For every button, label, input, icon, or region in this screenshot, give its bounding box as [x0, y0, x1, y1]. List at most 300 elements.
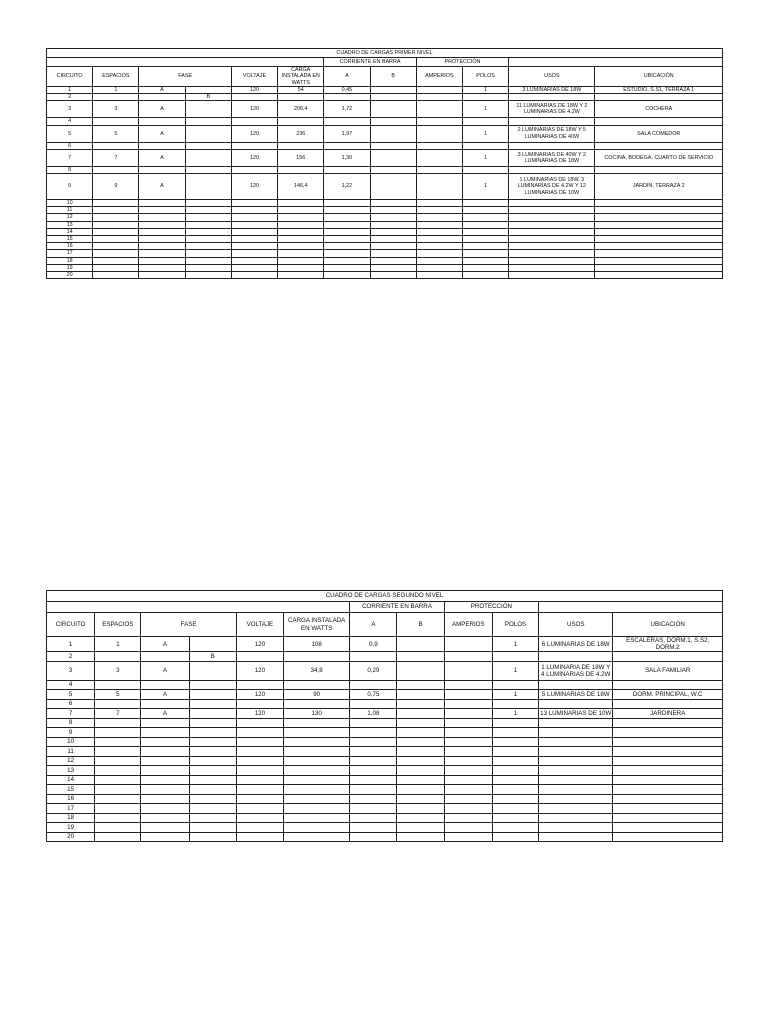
cell-corriente-a	[350, 737, 397, 747]
cell-polos	[462, 272, 508, 279]
cell-corriente-b	[397, 804, 444, 814]
cell-carga: 156	[278, 149, 324, 166]
cell-polos	[462, 250, 508, 257]
cell-corriente-a: 0,75	[350, 690, 397, 700]
cell-fase-b	[185, 125, 231, 142]
cell-ubicacion: JARDÍN, TERRAZA 2	[595, 174, 723, 200]
cell-carga	[284, 785, 350, 795]
cell-polos	[492, 756, 538, 766]
cell-fase-a	[139, 250, 185, 257]
cell-fase-a	[141, 823, 189, 833]
cell-circuito: 20	[47, 832, 95, 842]
table-row	[47, 142, 723, 149]
cell-fase-b	[185, 264, 231, 271]
cell-amperios	[416, 236, 462, 243]
cell-corriente-b	[397, 728, 444, 738]
cell-amperios	[444, 709, 492, 719]
cell-corriente-a	[350, 804, 397, 814]
cell-corriente-b	[370, 214, 416, 221]
cell-corriente-a: 1,72	[324, 101, 370, 118]
cell-corriente-a	[350, 699, 397, 709]
cell-voltaje	[231, 94, 277, 101]
cell-voltaje	[231, 264, 277, 271]
cell-carga	[284, 794, 350, 804]
cell-voltaje: 120	[231, 87, 277, 94]
cell-espacios	[93, 214, 139, 221]
cell-corriente-a	[324, 250, 370, 257]
cell-fase-a	[139, 272, 185, 279]
cell-ubicacion	[613, 804, 723, 814]
cell-circuito: 11	[47, 747, 95, 757]
cell-ubicacion	[595, 207, 723, 214]
cell-polos	[492, 813, 538, 823]
cell-fase-b	[189, 637, 236, 652]
cell-voltaje	[236, 718, 283, 728]
cell-amperios	[416, 264, 462, 271]
cell-ubicacion: SALA COMEDOR	[595, 125, 723, 142]
table-row	[47, 690, 723, 700]
cell-voltaje	[236, 813, 283, 823]
cell-usos: 1 LUMINARIA DE 18W Y 4 LUMINARIAS DE 4.2W	[539, 661, 613, 680]
cell-espacios	[93, 236, 139, 243]
cell-polos	[462, 243, 508, 250]
cell-circuito: 3	[47, 661, 95, 680]
cell-carga	[278, 200, 324, 207]
cell-corriente-b	[397, 766, 444, 776]
cell-espacios	[93, 257, 139, 264]
header-polos: POLOS	[462, 67, 508, 87]
cell-carga	[284, 766, 350, 776]
cell-corriente-b	[370, 94, 416, 101]
cell-fase-a: A	[139, 149, 185, 166]
table-row	[47, 87, 723, 94]
cell-ubicacion	[613, 652, 723, 662]
cell-carga	[278, 214, 324, 221]
cell-fase-a	[139, 228, 185, 235]
cell-ubicacion	[613, 823, 723, 833]
cell-circuito: 14	[47, 775, 95, 785]
cell-fase-a	[139, 236, 185, 243]
cell-espacios	[95, 832, 141, 842]
cell-carga	[278, 207, 324, 214]
cell-circuito: 3	[47, 101, 93, 118]
cell-ubicacion	[613, 718, 723, 728]
cell-polos	[492, 766, 538, 776]
cell-polos	[492, 718, 538, 728]
table-row	[47, 785, 723, 795]
cell-fase-a	[141, 652, 189, 662]
cell-ubicacion	[595, 142, 723, 149]
cell-fase-a	[141, 766, 189, 776]
cell-fase-a: A	[139, 174, 185, 200]
spacer-cell	[47, 58, 324, 67]
cell-usos	[539, 785, 613, 795]
cell-corriente-a	[350, 728, 397, 738]
cell-fase-a: A	[139, 101, 185, 118]
load-table-first-level	[46, 48, 723, 279]
cell-fase-b	[189, 756, 236, 766]
cell-fase-b	[185, 118, 231, 125]
cell-usos	[509, 236, 595, 243]
cell-corriente-b	[370, 125, 416, 142]
cell-espacios: 7	[93, 149, 139, 166]
cell-espacios	[95, 680, 141, 690]
cell-espacios	[95, 785, 141, 795]
cell-amperios	[444, 718, 492, 728]
cell-usos	[509, 221, 595, 228]
cell-corriente-a	[350, 680, 397, 690]
title-row	[47, 49, 723, 58]
cell-corriente-b	[370, 149, 416, 166]
cell-espacios	[93, 142, 139, 149]
cell-amperios	[416, 200, 462, 207]
cell-amperios	[416, 166, 462, 173]
table-row	[47, 125, 723, 142]
cell-corriente-a: 0,29	[350, 661, 397, 680]
cell-circuito: 9	[47, 728, 95, 738]
cell-carga	[278, 236, 324, 243]
title-row	[47, 591, 723, 602]
cell-espacios: 3	[95, 661, 141, 680]
cell-corriente-a	[350, 766, 397, 776]
cell-polos: 1	[462, 174, 508, 200]
cell-usos	[539, 804, 613, 814]
cell-corriente-b	[397, 785, 444, 795]
cell-polos	[462, 221, 508, 228]
cell-voltaje: 120	[236, 690, 283, 700]
cell-corriente-b	[370, 243, 416, 250]
table-row	[47, 813, 723, 823]
cell-ubicacion	[613, 832, 723, 842]
cell-voltaje	[236, 775, 283, 785]
cell-fase-b	[189, 813, 236, 823]
cell-ubicacion	[613, 785, 723, 795]
cell-voltaje	[231, 272, 277, 279]
cell-ubicacion	[613, 699, 723, 709]
cell-amperios	[444, 680, 492, 690]
cell-usos	[539, 794, 613, 804]
cell-carga	[278, 221, 324, 228]
cell-usos	[509, 142, 595, 149]
table-row	[47, 236, 723, 243]
cell-espacios: 5	[95, 690, 141, 700]
cell-voltaje	[231, 200, 277, 207]
cell-corriente-b	[397, 690, 444, 700]
cell-voltaje	[231, 243, 277, 250]
cell-corriente-a	[324, 228, 370, 235]
cell-corriente-a	[350, 718, 397, 728]
cell-usos	[539, 728, 613, 738]
cell-fase-a	[141, 699, 189, 709]
load-table-second-level	[46, 590, 723, 842]
cell-espacios	[93, 94, 139, 101]
cell-voltaje	[236, 680, 283, 690]
cell-fase-a	[139, 257, 185, 264]
table-row	[47, 804, 723, 814]
cell-voltaje	[231, 250, 277, 257]
cell-amperios	[416, 149, 462, 166]
cell-fase-a	[141, 680, 189, 690]
cell-fase-a	[141, 794, 189, 804]
cell-ubicacion: ESCALERAS, DORM.1, S.S2, DORM.2	[613, 637, 723, 652]
cell-corriente-b	[370, 228, 416, 235]
cell-fase-b	[189, 766, 236, 776]
cell-voltaje: 120	[231, 125, 277, 142]
cell-polos	[462, 264, 508, 271]
cell-fase-a	[139, 94, 185, 101]
header-circuito: CIRCUITO	[47, 67, 93, 87]
cell-voltaje	[236, 823, 283, 833]
cell-circuito: 18	[47, 257, 93, 264]
cell-fase-a: A	[141, 661, 189, 680]
cell-polos	[492, 794, 538, 804]
cell-polos	[492, 785, 538, 795]
cell-voltaje: 120	[231, 174, 277, 200]
cell-corriente-a	[324, 257, 370, 264]
table-row	[47, 718, 723, 728]
cell-corriente-b	[397, 832, 444, 842]
cell-ubicacion	[613, 813, 723, 823]
cell-amperios	[416, 207, 462, 214]
cell-usos	[539, 775, 613, 785]
cell-fase-b	[189, 728, 236, 738]
cell-polos	[462, 166, 508, 173]
cell-amperios	[416, 257, 462, 264]
cell-circuito: 16	[47, 794, 95, 804]
cell-corriente-b	[397, 737, 444, 747]
cell-corriente-b	[370, 142, 416, 149]
cell-amperios	[416, 221, 462, 228]
header-fase: FASE	[139, 67, 231, 87]
cell-corriente-a: 1,22	[324, 174, 370, 200]
cell-corriente-a	[350, 794, 397, 804]
cell-circuito: 17	[47, 804, 95, 814]
cell-ubicacion	[595, 200, 723, 207]
cell-circuito: 8	[47, 718, 95, 728]
cell-circuito: 7	[47, 149, 93, 166]
cell-ubicacion	[595, 214, 723, 221]
cell-voltaje	[231, 236, 277, 243]
cell-fase-a	[141, 756, 189, 766]
header-amperios: AMPERIOS	[416, 67, 462, 87]
cell-circuito: 7	[47, 709, 95, 719]
cell-amperios	[416, 250, 462, 257]
cell-usos: 11 LUMINARIAS DE 18W Y 2 LUMINARIAS DE 4.2W	[509, 101, 595, 118]
cell-corriente-a	[324, 221, 370, 228]
cell-corriente-a: 0,9	[350, 637, 397, 652]
cell-corriente-a: 1,30	[324, 149, 370, 166]
cell-fase-b	[185, 101, 231, 118]
cell-usos	[539, 823, 613, 833]
header-corriente-b: B	[397, 613, 444, 637]
cell-ubicacion	[613, 775, 723, 785]
cell-carga	[284, 775, 350, 785]
cell-carga	[284, 737, 350, 747]
cell-ubicacion: DORM. PRINCIPAL, W.C	[613, 690, 723, 700]
table-row	[47, 272, 723, 279]
table-row	[47, 680, 723, 690]
cell-usos	[539, 766, 613, 776]
cell-voltaje	[236, 699, 283, 709]
cell-ubicacion: COCHERA	[595, 101, 723, 118]
cell-corriente-a	[350, 832, 397, 842]
header-proteccion: PROTECCIÓN	[416, 58, 508, 67]
cell-usos	[509, 166, 595, 173]
cell-ubicacion	[595, 257, 723, 264]
table-row	[47, 747, 723, 757]
cell-corriente-a	[324, 200, 370, 207]
cell-polos: 1	[462, 87, 508, 94]
column-header-row	[47, 67, 723, 87]
cell-amperios	[416, 174, 462, 200]
cell-amperios	[416, 101, 462, 118]
cell-voltaje	[231, 214, 277, 221]
cell-espacios	[93, 207, 139, 214]
header-voltaje: VOLTAJE	[231, 67, 277, 87]
cell-circuito: 19	[47, 823, 95, 833]
cell-fase-a	[141, 804, 189, 814]
table-row	[47, 166, 723, 173]
cell-ubicacion	[595, 272, 723, 279]
cell-corriente-b	[397, 680, 444, 690]
cell-polos	[492, 737, 538, 747]
cell-corriente-b	[370, 118, 416, 125]
cell-fase-b	[189, 747, 236, 757]
cell-carga	[278, 264, 324, 271]
cell-carga	[278, 250, 324, 257]
column-header-row	[47, 613, 723, 637]
cell-carga: 236	[278, 125, 324, 142]
cell-carga	[284, 680, 350, 690]
cell-polos	[492, 747, 538, 757]
cell-voltaje	[236, 652, 283, 662]
cell-fase-b	[189, 718, 236, 728]
cell-usos	[509, 228, 595, 235]
cell-amperios	[416, 142, 462, 149]
cell-carga: 90	[284, 690, 350, 700]
header-usos: USOS	[509, 67, 595, 87]
cell-usos	[539, 737, 613, 747]
cell-polos	[492, 804, 538, 814]
cell-espacios	[95, 652, 141, 662]
cell-fase-b	[189, 661, 236, 680]
table-row	[47, 699, 723, 709]
cell-polos	[492, 775, 538, 785]
cell-fase-b	[189, 804, 236, 814]
cell-espacios	[95, 804, 141, 814]
cell-corriente-b	[397, 794, 444, 804]
cell-fase-a	[141, 728, 189, 738]
cell-carga	[284, 728, 350, 738]
cell-fase-b	[189, 794, 236, 804]
cell-voltaje	[236, 728, 283, 738]
cell-espacios	[95, 813, 141, 823]
cell-usos: 2 LUMINARIAS DE 18W Y 5 LUMINARIAS DE 40W	[509, 125, 595, 142]
table-row	[47, 794, 723, 804]
cell-polos: 1	[492, 637, 538, 652]
cell-corriente-a	[350, 785, 397, 795]
header-polos: POLOS	[492, 613, 538, 637]
cell-amperios	[416, 94, 462, 101]
cell-voltaje: 120	[236, 637, 283, 652]
header-corriente-en-barra: CORRIENTE EN BARRA	[324, 58, 416, 67]
header-circuito: CIRCUITO	[47, 613, 95, 637]
table-row	[47, 257, 723, 264]
table-row	[47, 250, 723, 257]
cell-usos: 13 LUMINARIAS DE 10W	[540, 709, 612, 717]
table-row	[47, 652, 723, 662]
table-row	[47, 766, 723, 776]
table-row	[47, 221, 723, 228]
cell-polos	[462, 94, 508, 101]
cell-fase-a: A	[139, 125, 185, 142]
cell-usos	[509, 94, 595, 101]
cell-corriente-b	[397, 709, 444, 719]
cell-circuito: 15	[47, 236, 93, 243]
cell-corriente-b	[370, 236, 416, 243]
cell-corriente-b	[370, 200, 416, 207]
cell-corriente-b	[370, 87, 416, 94]
cell-polos	[492, 652, 538, 662]
cell-corriente-b	[397, 756, 444, 766]
cell-espacios	[93, 272, 139, 279]
cell-carga	[284, 804, 350, 814]
cell-usos: 3 LUMINARIAS DE 18W	[509, 87, 595, 94]
cell-ubicacion: JARDINERA	[613, 709, 723, 719]
cell-voltaje	[231, 118, 277, 125]
cell-usos	[509, 272, 595, 279]
table-row	[47, 228, 723, 235]
table-row	[47, 207, 723, 214]
spacer-cell	[539, 602, 723, 613]
cell-amperios	[416, 272, 462, 279]
cell-fase-b	[185, 207, 231, 214]
cell-usos	[509, 118, 595, 125]
cell-espacios	[95, 775, 141, 785]
cell-amperios	[444, 832, 492, 842]
cell-corriente-b	[397, 718, 444, 728]
cell-fase-b	[189, 785, 236, 795]
cell-corriente-a	[350, 652, 397, 662]
cell-corriente-b	[370, 207, 416, 214]
cell-ubicacion	[595, 236, 723, 243]
cell-usos	[509, 200, 595, 207]
table-title: CUADRO DE CARGAS PRIMER NIVEL	[47, 49, 723, 58]
cell-circuito: 2	[47, 94, 93, 101]
cell-carga	[278, 142, 324, 149]
cell-carga: 34,8	[284, 661, 350, 680]
cell-carga	[278, 228, 324, 235]
cell-ubicacion	[595, 243, 723, 250]
cell-fase-b: B	[189, 652, 236, 662]
cell-usos	[539, 652, 613, 662]
cell-fase-a	[141, 747, 189, 757]
cell-amperios	[444, 823, 492, 833]
cell-polos	[462, 118, 508, 125]
header-proteccion: PROTECCIÓN	[444, 602, 538, 613]
cell-fase-b	[185, 149, 231, 166]
cell-polos: 1	[462, 101, 508, 118]
cell-polos: 1	[462, 149, 508, 166]
cell-espacios	[95, 794, 141, 804]
cell-ubicacion: SALA FAMILIAR	[613, 661, 723, 680]
table-row	[47, 756, 723, 766]
cell-espacios	[95, 756, 141, 766]
header-carga-instalada: CARGA INSTALADA EN WATTS	[278, 67, 324, 87]
cell-carga: 54	[278, 87, 324, 94]
cell-corriente-a	[350, 756, 397, 766]
cell-corriente-b	[397, 823, 444, 833]
